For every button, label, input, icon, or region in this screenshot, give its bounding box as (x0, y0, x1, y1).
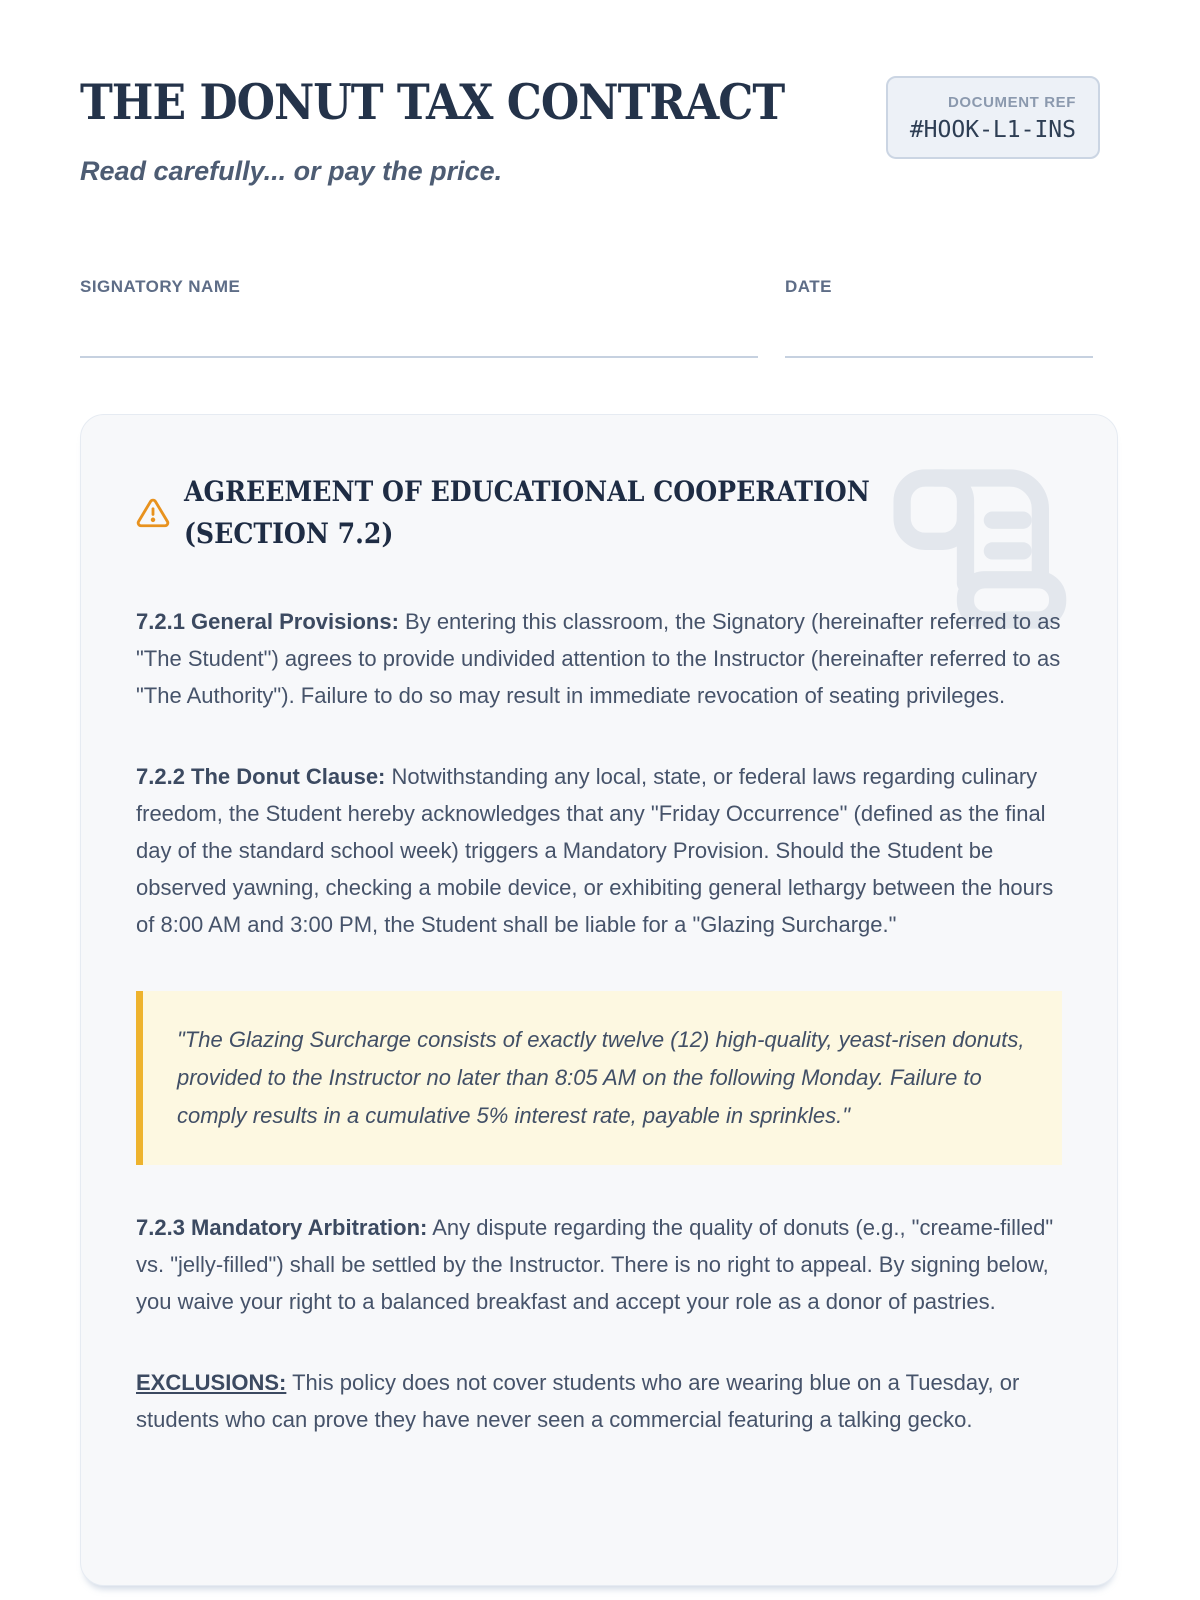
exclusions-body: This policy does not cover students who are wearing blue on a Tuesday, or students who can prove they have never seen a commercial featuring a talking gecko. (136, 1369, 1020, 1432)
document-ref-value: #HOOK-L1-INS (909, 117, 1076, 143)
clause-7-2-3-body: Any dispute regarding the quality of donuts (e.g., "creame-filled" vs. "jelly-filled") shall be settled by the Instructor. There is no right to appeal. By signing below, you waive your right to a balanced breakfast and accept your role as a donor of pastries. (136, 1214, 1054, 1314)
exclusions-clause (136, 1364, 1062, 1438)
agreement-heading: AGREEMENT OF EDUCATIONAL COOPERATION (SECTION 7.2) (184, 474, 870, 550)
exclusions-lead: EXCLUSIONS: (136, 1369, 287, 1395)
clause-7-2-2 (136, 758, 1062, 943)
date-label: DATE (785, 276, 833, 296)
clause-7-2-3 (136, 1209, 1062, 1320)
contract-card (80, 414, 1118, 1586)
document-ref-badge (886, 76, 1100, 159)
title-block (80, 73, 785, 187)
warning-triangle-icon (136, 496, 170, 530)
glazing-surcharge-quote (136, 991, 1062, 1165)
signatory-name-input[interactable] (80, 356, 758, 358)
signature-row (80, 277, 1118, 358)
clause-7-2-3-lead: 7.2.3 Mandatory Arbitration: (136, 1214, 428, 1240)
page (80, 0, 1118, 1586)
date-input[interactable] (785, 356, 1093, 358)
document-ref-label: DOCUMENT REF (947, 94, 1076, 111)
clause-7-2-1-lead: 7.2.1 General Provisions: (136, 608, 399, 634)
page-subtitle: Read carefully... or pay the price. (80, 155, 503, 186)
clause-7-2-2-lead: 7.2.2 The Donut Clause: (136, 763, 386, 789)
agreement-heading-row (136, 471, 1062, 555)
clause-7-2-1-body: By entering this classroom, the Signatory (hereinafter referred to as "The Student") agrees to provide undivided attention to the Instructor (hereinafter referred to as "The Authority"). Failure to do so may result in immediate revocation of seating privileges. (136, 608, 1061, 708)
clause-7-2-2-body: Notwithstanding any local, state, or federal laws regarding culinary freedom, the Student hereby acknowledges that any "Friday Occurrence" (defined as the final day of the standard school week) triggers a Mandatory Provision. Should the Student be observed yawning, checking a mobile device, or exhibiting general lethargy between the hours of 8:00 AM and 3:00 PM, the Student shall be liable for a "Glazing Surcharge." (136, 763, 1054, 937)
signatory-name-field (80, 277, 758, 358)
glazing-surcharge-quote-text: "The Glazing Surcharge consists of exactly twelve (12) high-quality, yeast-risen donuts, provided to the Instructor no later than 8:05 AM on the following Monday. Failure to comply results in a cumulative 5% interest rate, payable in sprinkles." (177, 1026, 1025, 1128)
date-field (785, 277, 1093, 358)
signatory-name-label: SIGNATORY NAME (80, 276, 241, 296)
page-title: THE DONUT TAX CONTRACT (80, 73, 785, 131)
document-header (80, 73, 1118, 187)
clause-7-2-1 (136, 603, 1062, 714)
